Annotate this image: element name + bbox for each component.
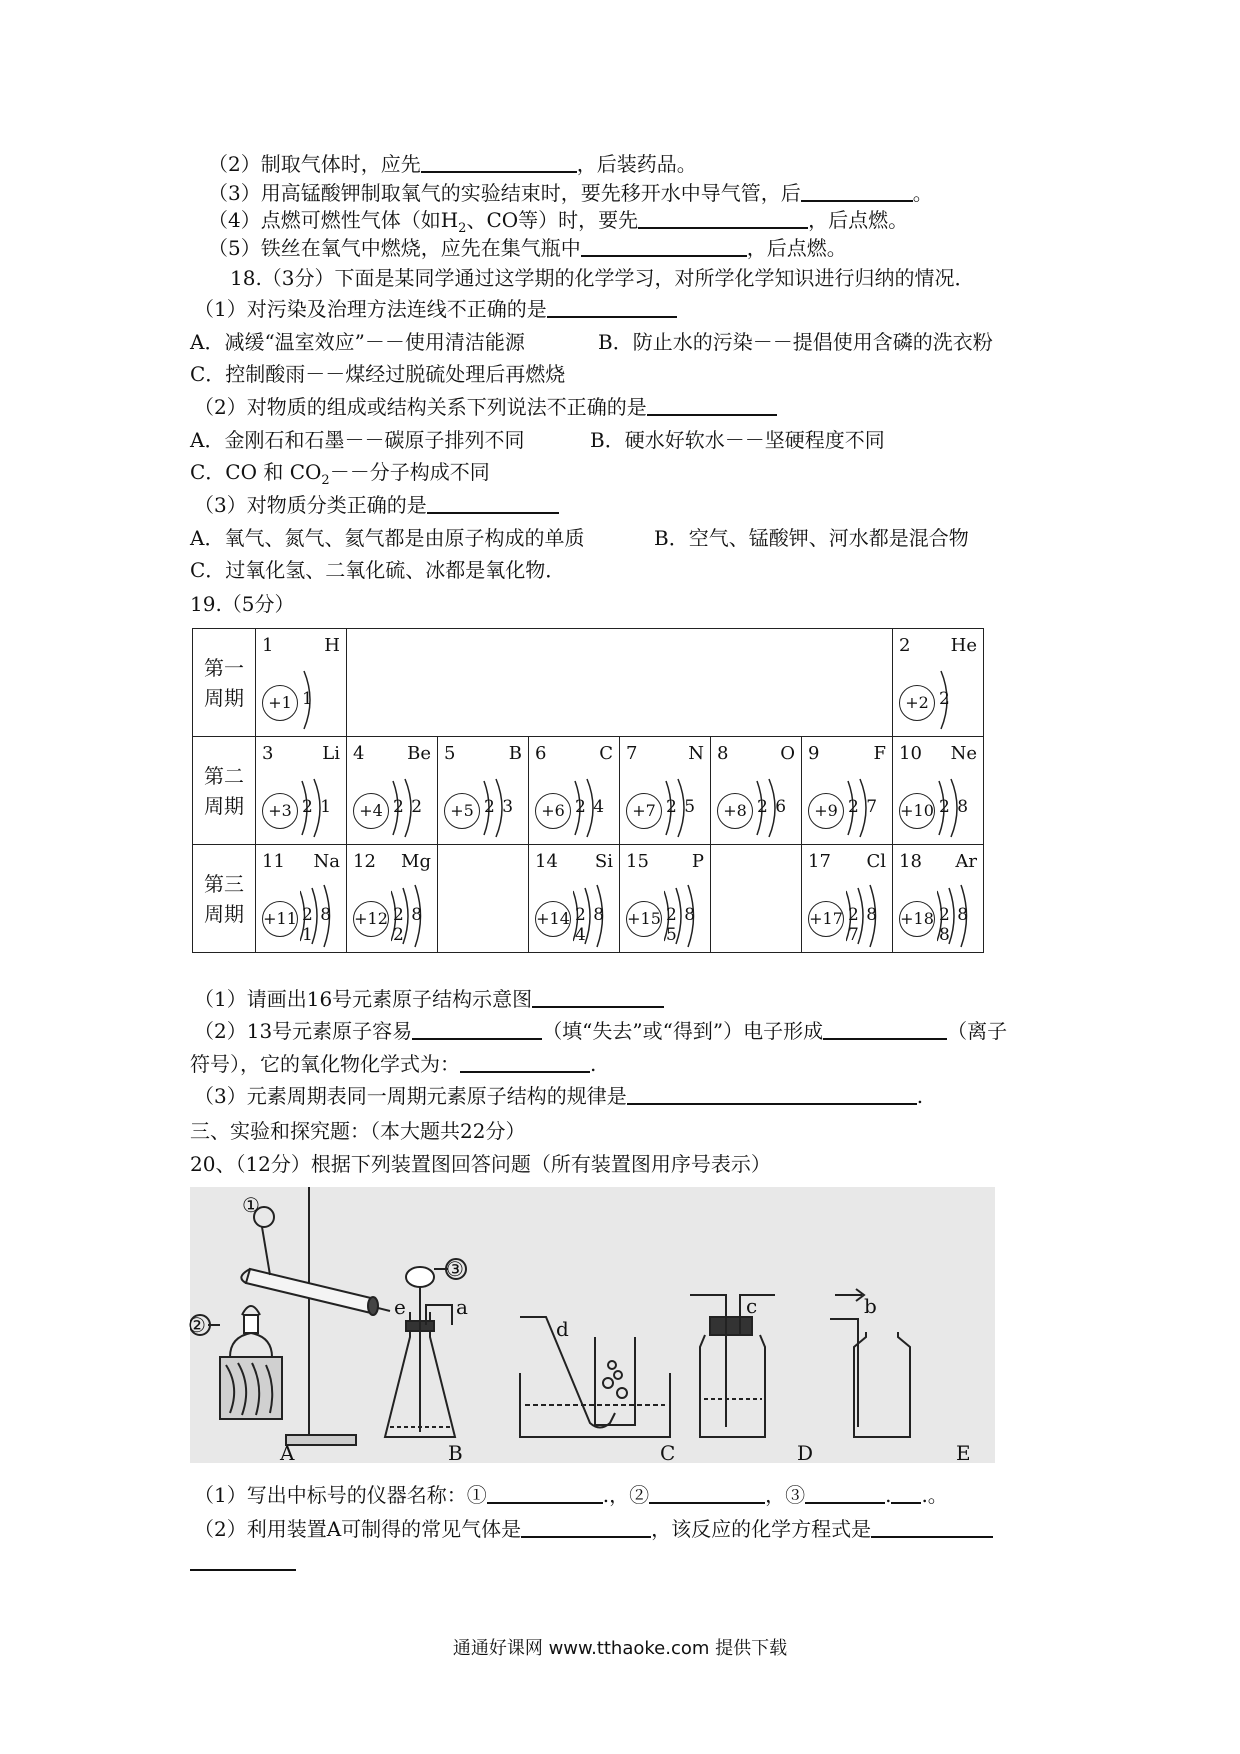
q20-part-2: （2）利用装置A可制得的常见气体是 ，该反应的化学方程式是 (194, 1515, 993, 1543)
label-instrument-3: ③ (446, 1257, 464, 1281)
q17-item-5: （5）铁丝在氧气中燃烧，应先在集气瓶中 ，后点燃。 (208, 236, 847, 260)
label-port-d: d (556, 1317, 569, 1341)
q18-part-3: （3）对物质分类正确的是 (194, 491, 559, 519)
answer-blank[interactable] (805, 1482, 885, 1504)
label-port-a: a (456, 1295, 468, 1319)
q19-part-3: （3）元素周期表同一周期元素原子结构的规律是 . (194, 1084, 924, 1108)
answer-blank[interactable] (532, 986, 664, 1008)
apparatus-drawing (190, 1187, 995, 1463)
apparatus-c-drawing (520, 1317, 670, 1437)
answer-blank[interactable] (412, 1018, 542, 1040)
apparatus-d-drawing (690, 1295, 775, 1437)
apparatus-b-drawing (385, 1259, 466, 1437)
element-cell-P: 15 P +15 2 8 5 (620, 845, 711, 953)
lab-apparatus-figure (190, 1187, 995, 1463)
q18-1-option-c: C．控制酸雨－－煤经过脱硫处理后再燃烧 (190, 362, 566, 386)
element-cell-Mg: 12 Mg +12 2 8 2 (347, 845, 438, 953)
periodic-table (192, 628, 984, 953)
period-3-label: 第三 周期 (193, 845, 256, 953)
answer-blank[interactable] (190, 1549, 296, 1571)
element-cell-He: 2 He +2 2 (893, 629, 984, 737)
element-cell-Ar: 18 Ar +18 2 8 8 (893, 845, 984, 953)
q20-part-1: （1）写出中标号的仪器名称：① .，② ，③ . .。 (194, 1483, 948, 1507)
apparatus-label-c: C (660, 1441, 676, 1465)
element-cell-F: 9 F +9 2 7 (802, 737, 893, 845)
q18-3-option-c: C．过氧化氢、二氧化硫、冰都是氧化物． (190, 558, 566, 582)
q18-1-option-b: B．防止水的污染－－提倡使用含磷的洗衣粉 (598, 330, 993, 354)
answer-blank[interactable] (487, 1482, 603, 1504)
element-cell-empty-13 (438, 845, 529, 953)
q19-part-2-cont: 符号），它的氧化物化学式为： . (190, 1052, 597, 1076)
answer-blank[interactable] (427, 492, 559, 514)
answer-blank[interactable] (823, 1018, 947, 1040)
answer-blank[interactable] (460, 1051, 590, 1073)
q18-1-option-a: A．减缓“温室效应”－－使用清洁能源 (190, 330, 525, 354)
element-cell-Ne: 10 Ne +10 2 8 (893, 737, 984, 845)
element-cell-Be: 4 Be +4 2 2 (347, 737, 438, 845)
q17-item-2: （2）制取气体时，应先 ，后装药品。 (208, 152, 697, 176)
answer-blank[interactable] (627, 1083, 917, 1105)
q17-item-3: （3）用高锰酸钾制取氧气的实验结束时，要先移开水中导气管，后 。 (208, 181, 933, 205)
label-instrument-1: ① (242, 1193, 260, 1217)
section-3-heading: 三、实验和探究题：（本大题共22分） (190, 1119, 526, 1143)
element-cell-Na: 11 Na +11 2 8 1 (256, 845, 347, 953)
apparatus-a-drawing (190, 1187, 390, 1445)
element-cell-Si: 14 Si +14 2 8 4 (529, 845, 620, 953)
period-1-label: 第一 周期 (193, 629, 256, 737)
q18-2-option-a: A．金刚石和石墨－－碳原子排列不同 (190, 428, 525, 452)
q17-item-4: （4）点燃可燃性气体（如$H_2$、CO等）时，要先 ，后点燃。 (208, 208, 909, 236)
element-cell-Li: 3 Li +3 2 1 (256, 737, 347, 845)
element-cell-O: 8 O +8 2 6 (711, 737, 802, 845)
element-cell-N: 7 N +7 2 5 (620, 737, 711, 845)
apparatus-label-b: B (448, 1441, 463, 1465)
answer-blank[interactable] (801, 180, 913, 202)
apparatus-label-d: D (797, 1441, 814, 1465)
q18-part-1: （1）对污染及治理方法连线不正确的是 (194, 295, 677, 323)
q20-heading: 20、（12分）根据下列装置图回答问题（所有装置图用序号表示） (190, 1152, 771, 1176)
q19-heading: 19.（5分） (190, 592, 295, 616)
apparatus-label-e: E (956, 1441, 971, 1465)
q20-part-2-cont (190, 1548, 296, 1576)
q18-heading: 18.（3分）下面是某同学通过这学期的化学学习，对所学化学知识进行归纳的情况． (230, 266, 975, 290)
q18-3-option-a: A．氧气、氮气、氦气都是由原子构成的单质 (190, 526, 585, 550)
element-cell-H: 1 H +1 1 (256, 629, 347, 737)
apparatus-label-a: A (280, 1441, 295, 1465)
q18-3-option-b: B．空气、锰酸钾、河水都是混合物 (654, 526, 969, 550)
element-cell-Cl: 17 Cl +17 2 8 7 (802, 845, 893, 953)
answer-blank[interactable] (647, 394, 777, 416)
period-1-gap (347, 629, 893, 737)
element-cell-B: 5 B +5 2 3 (438, 737, 529, 845)
answer-blank[interactable] (638, 207, 808, 229)
q18-2-option-b: B．硬水好软水－－坚硬程度不同 (590, 428, 885, 452)
answer-blank[interactable] (891, 1482, 921, 1504)
label-port-b: b (864, 1294, 877, 1318)
q18-2-option-c: C．CO 和 $CO_2--$分子构成不同 (190, 460, 490, 488)
element-cell-C: 6 C +6 2 4 (529, 737, 620, 845)
label-port-e: e (394, 1295, 406, 1319)
q19-part-2: （2）13号元素原子容易 （填“失去”或“得到”）电子形成 （离子 (194, 1019, 1008, 1043)
page-footer: 通通好课网 www.tthaoke.com 提供下载 (452, 1638, 788, 1659)
period-2-label: 第二 周期 (193, 737, 256, 845)
q18-part-2: （2）对物质的组成或结构关系下列说法不正确的是 (194, 393, 777, 421)
label-port-c: c (746, 1294, 758, 1318)
answer-blank[interactable] (871, 1516, 993, 1538)
q19-part-1: （1）请画出16号元素原子结构示意图 (194, 985, 664, 1013)
answer-blank[interactable] (547, 296, 677, 318)
answer-blank[interactable] (649, 1482, 765, 1504)
label-instrument-2: ② (188, 1313, 206, 1337)
answer-blank[interactable] (521, 1516, 651, 1538)
answer-blank[interactable] (421, 151, 577, 173)
answer-blank[interactable] (581, 235, 747, 257)
element-cell-empty-16 (711, 845, 802, 953)
